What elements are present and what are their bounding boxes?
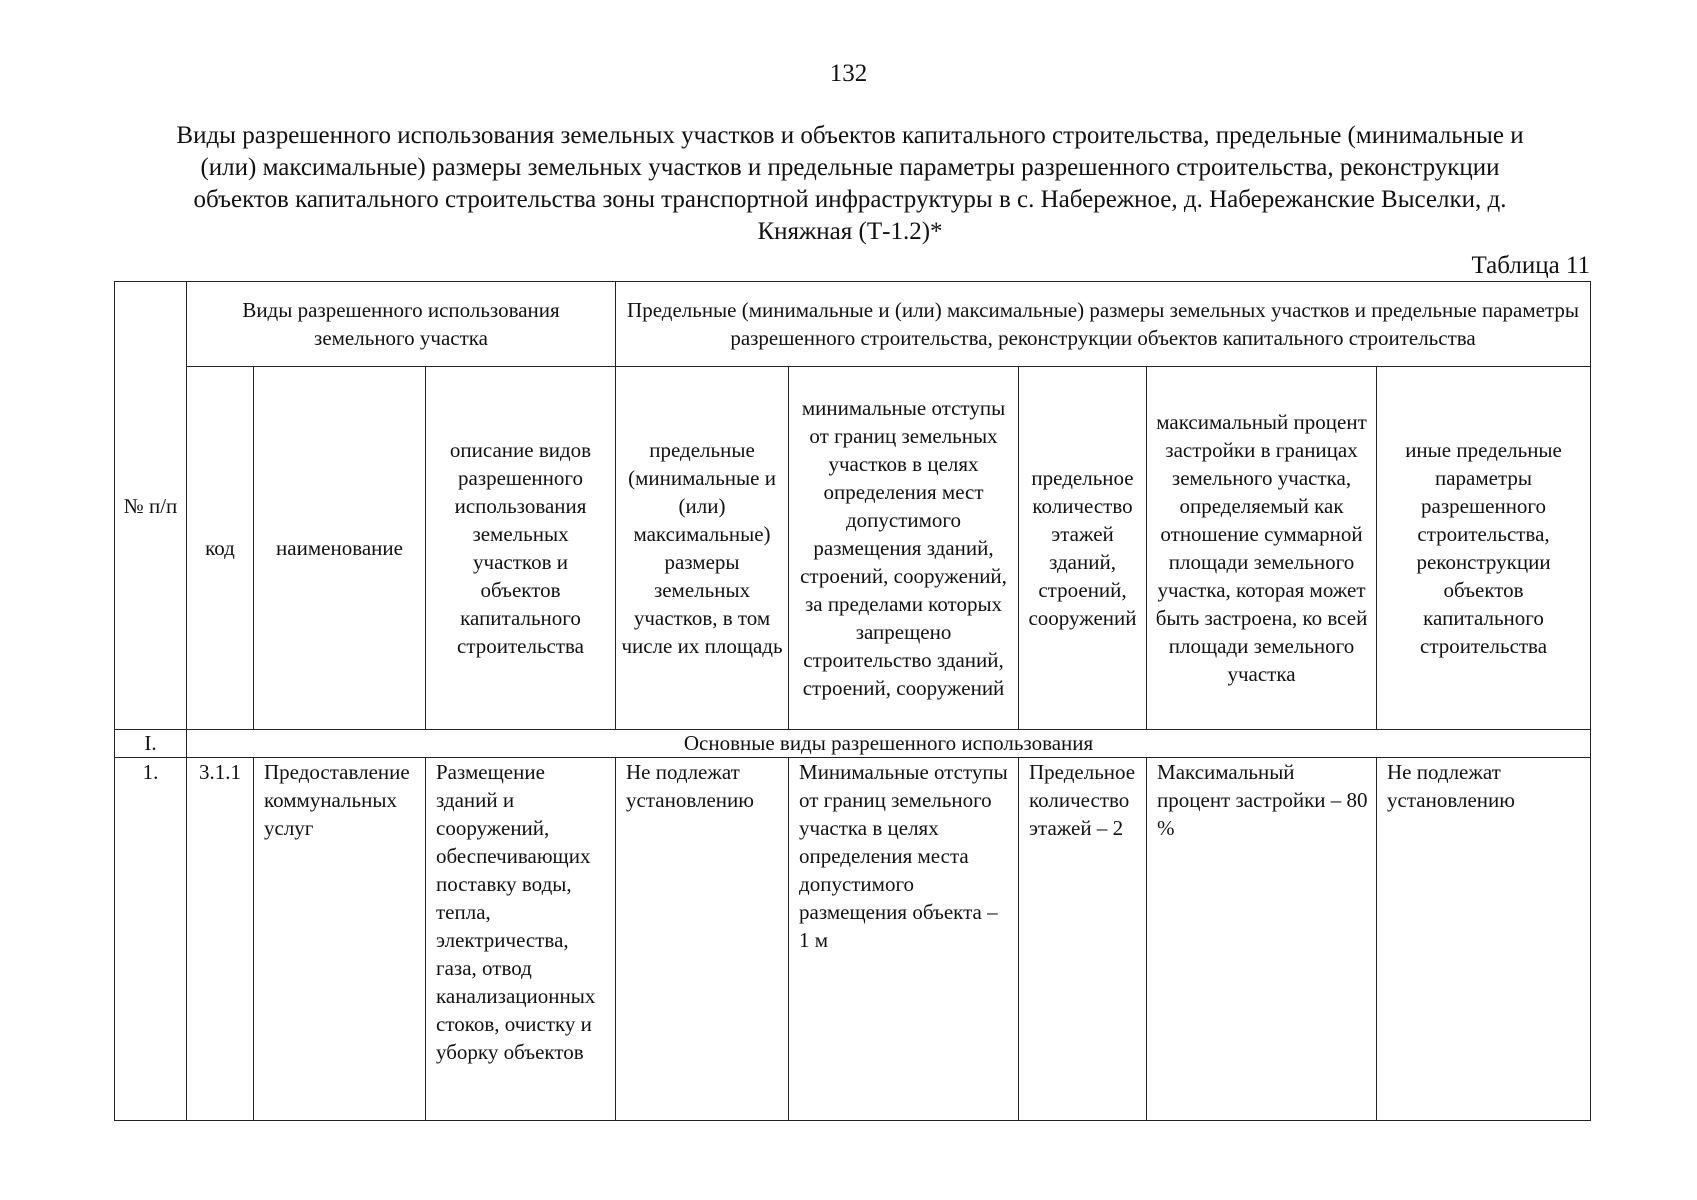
header-row-columns (115, 367, 1591, 730)
header-num: № п/п (115, 282, 187, 730)
header-max-coverage: максимальный процент застройки в границах земельного участка, определяемый как отношение суммарной площади земельного участка, которая может быть застроена, ко всей площади земельного участка (1147, 367, 1377, 730)
row-other-params: Не подлежат установлению (1377, 758, 1591, 1121)
header-setbacks: минимальные отступы от границ земельных участков в целях определения мест допустимого размещения зданий, строений, сооружений, за пределами которых запрещено строительство зданий, строений, сооружений (789, 367, 1019, 730)
row-floors: Предельное количество этажей – 2 (1019, 758, 1147, 1121)
row-setbacks: Минимальные отступы от границ земельного участка в целях определения места допустимого размещения объекта – 1 м (789, 758, 1019, 1121)
row-code: 3.1.1 (187, 758, 254, 1121)
row-description: Размещение зданий и сооружений, обеспечивающих поставку воды, тепла, электричества, газа, отвод канализационных стоков, очистку и уборку объектов (426, 758, 616, 1121)
row-max-coverage: Максимальный процент застройки – 80 % (1147, 758, 1377, 1121)
header-group-use: Виды разрешенного использования земельного участка (187, 282, 616, 367)
row-name: Предоставление коммунальных услуг (254, 758, 426, 1121)
header-code: код (187, 367, 254, 730)
table-row (115, 758, 1591, 1121)
header-row-groups (115, 282, 1591, 367)
page-number: 132 (829, 60, 868, 87)
document-title: Виды разрешенного использования земельных участков и объектов капитального строительства, предельные (минимальные и (или) максимальные) размеры земельных участков и предельные параметры разрешенного строительства, реконструкции объектов капитального строительства зоны транспортной инфраструктуры в с. Набережное, д. Набережанские Выселки, д. Княжная (Т-1.2)* (176, 122, 1524, 245)
section-label: Основные виды разрешенного использования (187, 730, 1591, 758)
zoning-table (114, 281, 1591, 1121)
row-plot-size: Не подлежат установлению (616, 758, 789, 1121)
header-description: описание видов разрешенного использования земельных участков и объектов капитального строительства (426, 367, 616, 730)
header-plot-size: предельные (минимальные и (или) максимальные) размеры земельных участков, в том числе их площадь (616, 367, 789, 730)
section-num: I. (115, 730, 187, 758)
header-other-params: иные предельные параметры разрешенного строительства, реконструкции объектов капитального строительства (1377, 367, 1591, 730)
row-num: 1. (115, 758, 187, 1121)
table-caption: Таблица 11 (1471, 252, 1590, 279)
section-row (115, 730, 1591, 758)
header-group-limits: Предельные (минимальные и (или) максимальные) размеры земельных участков и предельные параметры разрешенного строительства, реконструкции объектов капитального строительства (616, 282, 1591, 367)
header-name: наименование (254, 367, 426, 730)
header-floors: предельное количество этажей зданий, строений, сооружений (1019, 367, 1147, 730)
